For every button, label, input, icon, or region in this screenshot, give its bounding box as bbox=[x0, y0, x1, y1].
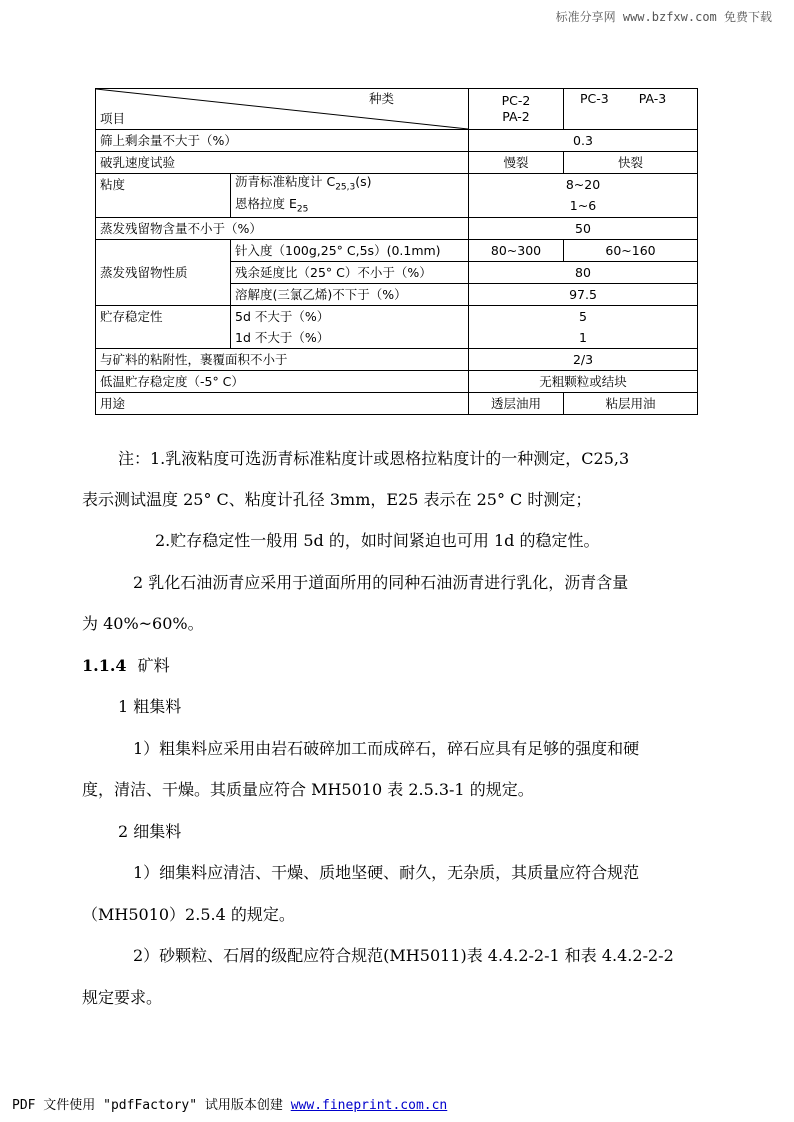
table-row bbox=[96, 306, 698, 328]
viscosity-sub1-subscript: 25,3 bbox=[335, 182, 356, 193]
note-3-line-1: 2 乳化石油沥青应采用于道面所用的同种石油沥青进行乳化，沥青含量 bbox=[133, 573, 629, 592]
viscosity-sub2 bbox=[231, 196, 469, 218]
row-value: 80~300 bbox=[469, 240, 564, 262]
col-header-pc3-pa3 bbox=[564, 89, 698, 130]
kind-label: 种类 bbox=[368, 91, 394, 106]
row-value: 2/3 bbox=[469, 349, 698, 371]
diagonal-line bbox=[96, 89, 468, 129]
footer-text: PDF 文件使用 "pdfFactory" 试用版本创建 bbox=[12, 1098, 291, 1113]
row-value: 无粗颗粒或结块 bbox=[469, 371, 698, 393]
viscosity-sub1 bbox=[231, 174, 469, 196]
row-value: 粘层用油 bbox=[564, 393, 698, 415]
row-value: 0.3 bbox=[469, 130, 698, 152]
row-label: 低温贮存稳定度（-5° C） bbox=[96, 371, 469, 393]
row-value: 50 bbox=[469, 218, 698, 240]
row-value: 97.5 bbox=[469, 284, 698, 306]
note-1-line-1: 注：1.乳液粘度可选沥青标准粘度计或恩格拉粘度计的一种测定，C25,3 bbox=[118, 449, 630, 468]
table-header-diagonal-cell bbox=[96, 89, 469, 130]
viscosity-sub2-subscript: 25 bbox=[296, 204, 309, 214]
sub-label: 残余延度比（25° C）不小于（%） bbox=[231, 262, 469, 284]
coarse-aggregate-title: 1 粗集料 bbox=[118, 697, 182, 716]
fine-para-2-line-1: 2）砂颗粒、石屑的级配应符合规范(MH5011)表 4.4.2-2-1 和表 4.4.2-2-2 bbox=[133, 946, 674, 965]
row-value: 快裂 bbox=[564, 152, 698, 174]
row-label: 蒸发残留物性质 bbox=[96, 240, 231, 306]
section-title: 矿料 bbox=[137, 656, 170, 675]
row-label: 贮存稳定性 bbox=[96, 306, 231, 349]
row-value: 60~160 bbox=[564, 240, 698, 262]
row-value: 80 bbox=[469, 262, 698, 284]
viscosity-sub2-text: 恩格拉度 E bbox=[235, 195, 297, 211]
section-heading bbox=[82, 653, 170, 676]
table-row bbox=[96, 349, 698, 371]
item-label: 项目 bbox=[100, 111, 126, 126]
fine-aggregate-title: 2 细集料 bbox=[118, 822, 182, 841]
note-1-line-2: 表示测试温度 25° C、粘度计孔径 3mm，E25 表示在 25° C 时测定； bbox=[82, 490, 592, 509]
row-value: 1 bbox=[469, 327, 698, 349]
fine-para-2-line-2: 规定要求。 bbox=[82, 988, 163, 1007]
note-3-line-2: 为 40%~60%。 bbox=[82, 614, 204, 633]
sub-label: 1d 不大于（%） bbox=[231, 327, 469, 349]
footer-link[interactable]: www.fineprint.com.cn bbox=[290, 1098, 448, 1113]
row-label: 与矿料的粘附性，裹覆面积不小于 bbox=[96, 349, 469, 371]
table-row bbox=[96, 174, 698, 196]
viscosity-sub1-text: 沥青标准粘度计 C bbox=[235, 174, 336, 189]
sub-label: 针入度（100g,25° C,5s）(0.1mm) bbox=[231, 240, 469, 262]
section-number: 1.1.4 bbox=[82, 656, 127, 675]
fine-para-1-line-2: （MH5010）2.5.4 的规定。 bbox=[82, 905, 295, 924]
row-label: 粘度 bbox=[96, 174, 231, 218]
coarse-para-line-1: 1）粗集料应采用由岩石破碎加工而成碎石，碎石应具有足够的强度和硬 bbox=[133, 739, 640, 758]
row-value: 慢裂 bbox=[469, 152, 564, 174]
table-row bbox=[96, 218, 698, 240]
table-row bbox=[96, 371, 698, 393]
col-header-pc3: PC-3 bbox=[580, 91, 609, 106]
sub-label: 溶解度(三氯乙烯)不下于（%） bbox=[231, 284, 469, 306]
table-row bbox=[96, 393, 698, 415]
note-2: 2.贮存稳定性一般用 5d 的，如时间紧迫也可用 1d 的稳定性。 bbox=[155, 531, 600, 550]
table-row bbox=[96, 152, 698, 174]
row-value: 1~6 bbox=[469, 196, 698, 218]
row-label: 用途 bbox=[96, 393, 469, 415]
col-header-pa3: PA-3 bbox=[638, 91, 667, 106]
row-label: 蒸发残留物含量不小于（%） bbox=[96, 218, 469, 240]
coarse-para-line-2: 度，清洁、干燥。其质量应符合 MH5010 表 2.5.3-1 的规定。 bbox=[82, 780, 534, 799]
table-row bbox=[96, 130, 698, 152]
row-value: 8~20 bbox=[469, 174, 698, 196]
pdf-footer bbox=[12, 1094, 447, 1113]
site-header-note: 标准分享网 www.bzfxw.com 免费下载 bbox=[555, 10, 772, 24]
row-value: 透层油用 bbox=[469, 393, 564, 415]
viscosity-sub1-unit: (s) bbox=[355, 174, 372, 189]
specification-table bbox=[95, 88, 698, 415]
col-header-pa2: PA-2 bbox=[502, 109, 530, 124]
col-header-pc2: PC-2 bbox=[501, 93, 531, 108]
fine-para-1-line-1: 1）细集料应清洁、干燥、质地坚硬、耐久，无杂质，其质量应符合规范 bbox=[133, 863, 640, 882]
col-header-pc2-pa2 bbox=[469, 89, 564, 130]
row-value: 5 bbox=[469, 306, 698, 328]
table-row bbox=[96, 240, 698, 262]
sub-label: 5d 不大于（%） bbox=[231, 306, 469, 328]
row-label: 筛上剩余量不大于（%） bbox=[96, 130, 469, 152]
row-label: 破乳速度试验 bbox=[96, 152, 469, 174]
